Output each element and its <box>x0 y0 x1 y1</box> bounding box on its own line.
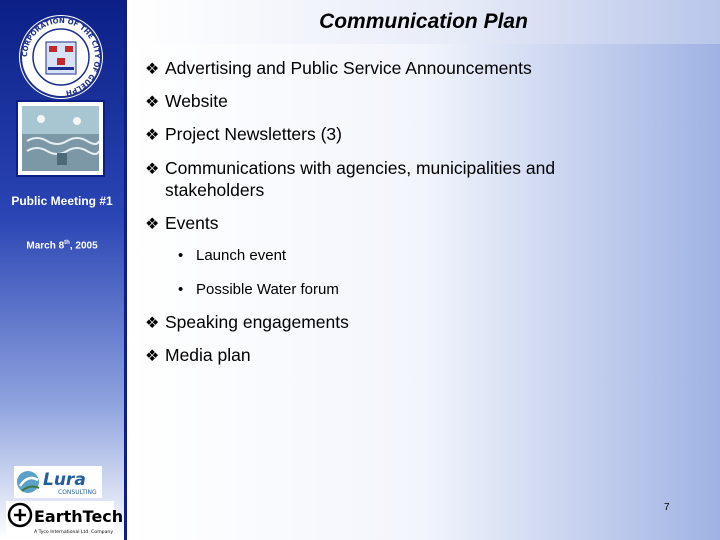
diamond-bullet-icon: ❖ <box>145 94 160 111</box>
bullet-text: Project Newsletters (3) <box>165 124 342 144</box>
dot-bullet-icon: • <box>178 247 184 264</box>
bullet-item <box>145 91 228 113</box>
diamond-bullet-icon: ❖ <box>145 348 160 365</box>
bullet-item <box>145 124 342 146</box>
earthtech-logo-text: EarthTech <box>34 507 124 526</box>
sub-bullet-item <box>178 247 286 264</box>
sub-bullet-text: Possible Water forum <box>196 281 339 298</box>
meeting-photo <box>17 101 104 176</box>
bullet-text-continued: stakeholders <box>165 180 265 200</box>
dot-bullet-icon: • <box>178 281 184 298</box>
diamond-bullet-icon: ❖ <box>145 61 160 78</box>
bullet-item <box>145 58 532 80</box>
date-year: , 2005 <box>69 240 98 252</box>
bullet-text: Speaking engagements <box>165 312 349 332</box>
seal-text: CORPORATION OF THE CITY OF GUELPH <box>20 16 102 97</box>
bullet-item <box>145 213 219 235</box>
meeting-date <box>0 240 124 251</box>
slide-title: Communication Plan <box>127 0 720 44</box>
bullet-text: Media plan <box>165 345 251 365</box>
lura-logo-text: Lura <box>43 470 86 490</box>
diamond-bullet-icon: ❖ <box>145 216 160 233</box>
date-suffix-sup: th <box>64 240 70 246</box>
diamond-bullet-icon: ❖ <box>145 161 160 178</box>
lura-consulting-logo <box>14 466 102 498</box>
sub-bullet-item <box>178 281 339 298</box>
bullet-text: Advertising and Public Service Announcements <box>165 58 532 78</box>
diamond-bullet-icon: ❖ <box>145 315 160 332</box>
earthtech-logo <box>6 501 124 537</box>
date-prefix: March 8 <box>26 240 65 252</box>
bullet-item <box>145 345 251 367</box>
bullet-text: Events <box>165 213 219 233</box>
page-number: 7 <box>664 502 670 513</box>
bullet-item <box>145 312 349 334</box>
sub-bullet-text: Launch event <box>196 247 287 264</box>
meeting-label: Public Meeting #1 <box>11 194 113 208</box>
earthtech-logo-subtext: A Tyco International Ltd. Company <box>34 530 114 535</box>
lura-logo-subtext: CONSULTING <box>58 489 97 496</box>
bullet-item <box>145 158 555 201</box>
diamond-bullet-icon: ❖ <box>145 127 160 144</box>
city-seal-logo <box>18 14 104 100</box>
bullet-text: Website <box>165 91 228 111</box>
bullet-text: Communications with agencies, municipalities and <box>165 158 556 178</box>
